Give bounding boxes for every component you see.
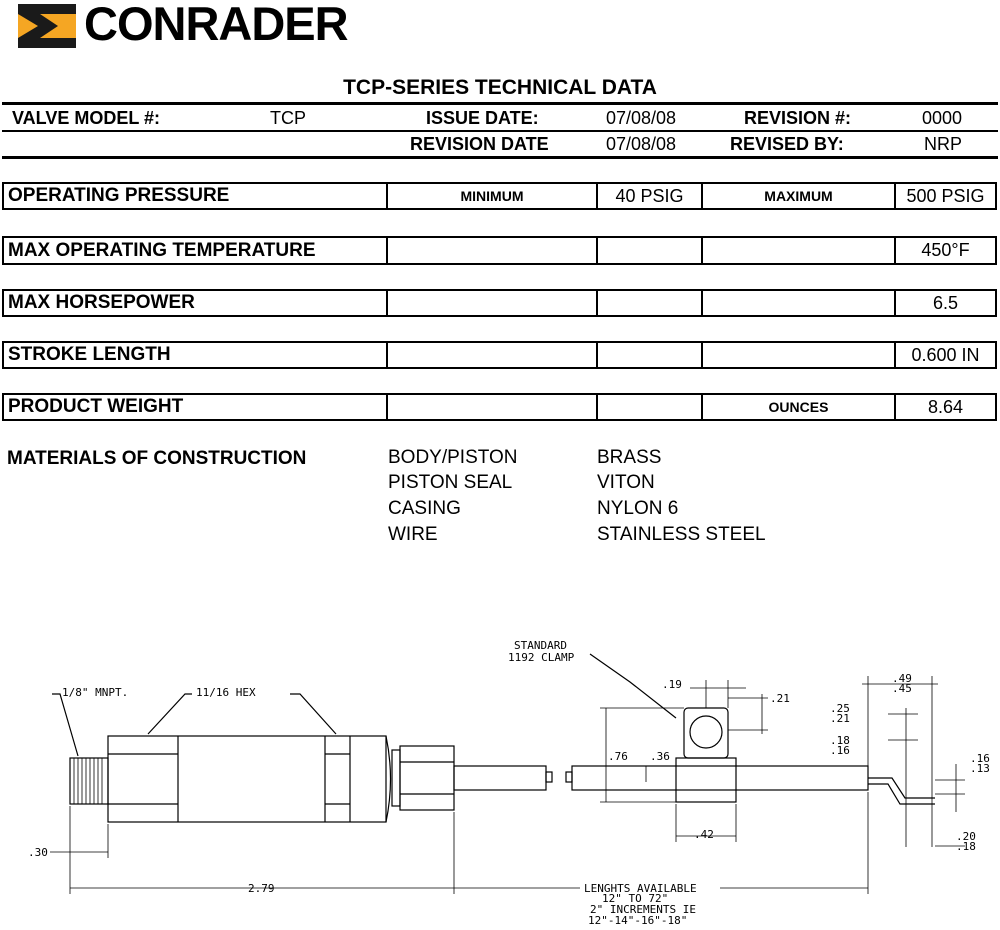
dim-036: .36 [650, 750, 670, 763]
revised-by-value: NRP [924, 134, 963, 154]
hex-label: 11/16 HEX [196, 686, 256, 699]
spec-col-3: OUNCES [701, 395, 894, 419]
spec-col-1 [386, 238, 596, 263]
spec-col-4: 450°F [894, 238, 995, 263]
spec-col-2 [596, 291, 701, 315]
spec-col-3 [701, 238, 894, 263]
dim-018: .18 [830, 734, 850, 747]
dim-018b: .18 [956, 840, 976, 853]
dim-049: .49 [892, 672, 912, 685]
dim-279: 2.79 [248, 882, 275, 895]
spec-col-3 [701, 291, 894, 315]
hex-body [108, 736, 386, 822]
revision-date-value: 07/08/08 [606, 134, 677, 154]
revision-date-label: REVISION DATE [410, 134, 549, 154]
header-rule-mid [2, 130, 998, 132]
page-title: TCP-SERIES TECHNICAL DATA [343, 76, 657, 99]
dim-019: .19 [662, 678, 682, 691]
company-logo-mark [18, 4, 76, 48]
spec-label: STROKE LENGTH [8, 344, 171, 365]
material-name: BRASS [597, 447, 662, 468]
mnpt-label: 1/8" MNPT. [62, 686, 129, 699]
material-name: NYLON 6 [597, 498, 679, 519]
material-part: BODY/PISTON [388, 447, 518, 468]
material-part: CASING [388, 498, 461, 519]
dim-021: .21 [770, 692, 790, 705]
clamp-label-2: 1192 CLAMP [508, 651, 575, 664]
dim-021b: .21 [830, 712, 850, 725]
dim-016: .16 [830, 744, 850, 757]
spec-col-4: 500 PSIG [894, 184, 995, 208]
spec-label: MAX HORSEPOWER [8, 292, 195, 313]
dim-025: .25 [830, 702, 850, 715]
dim-042: .42 [694, 828, 714, 841]
material-part: WIRE [388, 524, 438, 545]
material-name: VITON [597, 472, 655, 493]
spec-row-temperature [2, 236, 997, 265]
spec-row-stroke [2, 341, 997, 369]
spec-col-2 [596, 238, 701, 263]
spec-row-horsepower [2, 289, 997, 317]
materials-heading: MATERIALS OF CONSTRUCTION [7, 448, 307, 469]
spec-col-3 [701, 343, 894, 367]
revision-value: 0000 [922, 108, 963, 128]
spec-col-4: 8.64 [894, 395, 995, 419]
spec-col-4: 0.600 IN [894, 343, 995, 367]
dim-013: .13 [970, 762, 990, 775]
spec-row-weight [2, 393, 997, 421]
spec-label: OPERATING PRESSURE [8, 185, 230, 206]
clamp-body [676, 758, 736, 802]
compression-nut [400, 746, 454, 810]
spec-label: PRODUCT WEIGHT [8, 396, 184, 417]
issue-date-label: ISSUE DATE: [426, 108, 539, 128]
spec-col-1 [386, 343, 596, 367]
spec-col-2 [596, 395, 701, 419]
dim-016b: .16 [970, 752, 990, 765]
dim-076: .76 [608, 750, 628, 763]
technical-drawing [0, 632, 1000, 930]
valve-model-value: TCP [270, 108, 306, 128]
material-part: PISTON SEAL [388, 472, 513, 493]
issue-date-value: 07/08/08 [606, 108, 677, 128]
spec-col-1 [386, 395, 596, 419]
header-rule-bottom [2, 156, 998, 159]
spec-col-2: 40 PSIG [596, 184, 701, 208]
dim-030: .30 [28, 846, 48, 859]
spec-row-pressure [2, 182, 997, 210]
revision-label: REVISION #: [744, 108, 852, 128]
clamp-label-1: STANDARD [514, 639, 567, 652]
lengths-line-3: 2" INCREMENTS IE [590, 903, 696, 916]
valve-model-label: VALVE MODEL #: [12, 108, 161, 128]
company-logo-text: CONRADER [84, 0, 348, 50]
spec-col-1: MINIMUM [386, 184, 596, 208]
spec-label: MAX OPERATING TEMPERATURE [8, 239, 316, 261]
lengths-line-4: 12"-14"-16"-18" [588, 914, 688, 927]
spec-col-4: 6.5 [894, 291, 995, 315]
dim-045: .45 [892, 682, 912, 695]
header-rule-top [2, 102, 998, 105]
spec-col-1 [386, 291, 596, 315]
spec-col-2 [596, 343, 701, 367]
lengths-line-2: 12" TO 72" [602, 892, 669, 905]
material-name: STAINLESS STEEL [597, 524, 766, 545]
lengths-line-1: LENGHTS AVAILABLE [584, 882, 697, 895]
dim-020: .20 [956, 830, 976, 843]
revised-by-label: REVISED BY: [730, 134, 844, 154]
spec-col-3: MAXIMUM [701, 184, 894, 208]
